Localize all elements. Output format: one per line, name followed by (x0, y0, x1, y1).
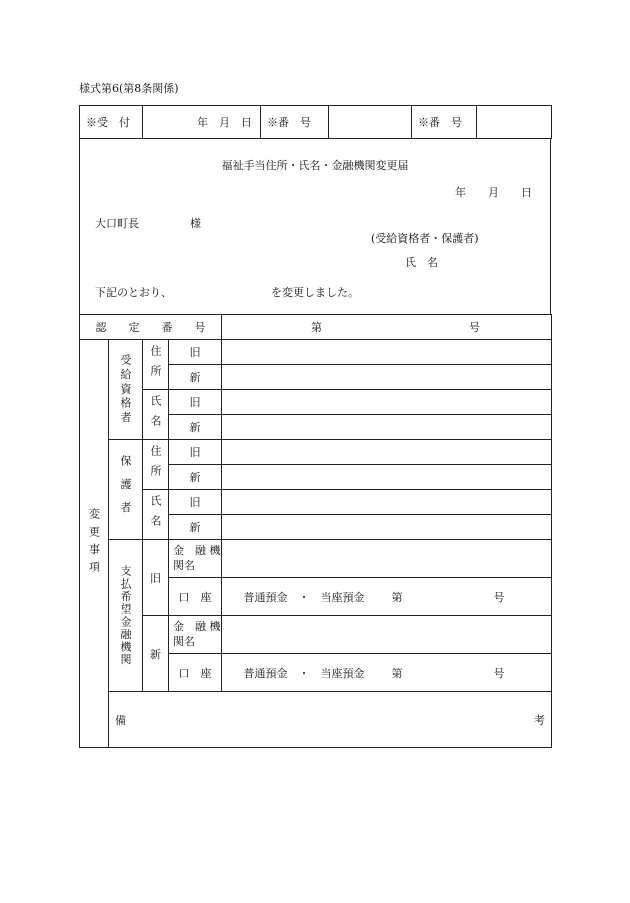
bank-name-label: 金 融 機関名 (169, 540, 222, 578)
beneficiary-old-address-field[interactable] (222, 340, 552, 365)
applicant-name-field[interactable]: 氏 名 (405, 256, 438, 269)
old-label: 旧 (169, 390, 222, 415)
applicant-role: (受給資格者・保護者) (371, 232, 479, 245)
new-label: 新 (169, 465, 222, 490)
account-label: 口 座 (169, 654, 222, 692)
old-label: 旧 (169, 440, 222, 465)
number-field-1[interactable] (329, 106, 412, 139)
number-label-2: ※番 号 (412, 106, 477, 139)
beneficiary-new-address-field[interactable] (222, 365, 552, 390)
new-label: 新 (169, 415, 222, 440)
beneficiary-address-label: 住所 (143, 340, 169, 390)
beneficiary-name-label: 氏名 (143, 390, 169, 440)
new-label: 新 (169, 365, 222, 390)
account-no-prefix: 第 (391, 590, 403, 604)
beneficiary-label: 受給資格者 (109, 340, 143, 440)
account-types: 普通預金 ・ 当座預金 (243, 590, 365, 604)
remarks-label: 備 考 (109, 692, 552, 748)
notice-section (79, 139, 551, 315)
statement-suffix: を変更しました。 (271, 286, 359, 299)
certification-label: 認 定 番 号 (80, 315, 222, 340)
guardian-new-name-field[interactable] (222, 515, 552, 540)
addressee: 大口町長 (95, 217, 139, 230)
cert-no-suffix: 号 (469, 321, 480, 334)
beneficiary-new-name-field[interactable] (222, 415, 552, 440)
number-field-2[interactable] (477, 106, 552, 139)
account-types: 普通預金 ・ 当座預金 (243, 666, 365, 680)
old-bank-name-field[interactable] (222, 540, 552, 578)
received-date-field[interactable]: 年 月 日 (143, 106, 261, 139)
guardian-old-address-field[interactable] (222, 440, 552, 465)
old-label: 旧 (169, 490, 222, 515)
old-label: 旧 (169, 340, 222, 365)
addressee-suffix: 様 (190, 217, 201, 230)
beneficiary-old-name-field[interactable] (222, 390, 552, 415)
received-label: ※受 付 (80, 106, 143, 139)
guardian-new-address-field[interactable] (222, 465, 552, 490)
form-number-title: 様式第6(第8条関係) (79, 82, 179, 95)
certification-number-field[interactable] (222, 315, 552, 340)
guardian-label: 保護者 (109, 440, 143, 540)
new-bank-name-field[interactable] (222, 616, 552, 654)
bank-name-label: 金 融 機関名 (169, 616, 222, 654)
account-label: 口 座 (169, 578, 222, 616)
new-label: 新 (169, 515, 222, 540)
account-no-prefix: 第 (391, 666, 403, 680)
account-no-suffix: 号 (493, 590, 505, 604)
number-label-1: ※番 号 (261, 106, 329, 139)
new-bank-label: 新 (143, 616, 169, 692)
cert-no-prefix: 第 (311, 321, 322, 334)
change-items-label: 変更事項 (80, 340, 109, 748)
new-account-field[interactable] (222, 654, 552, 692)
statement-prefix: 下記のとおり、 (95, 286, 172, 299)
old-bank-label: 旧 (143, 540, 169, 616)
guardian-old-name-field[interactable] (222, 490, 552, 515)
document-title: 福祉手当住所・氏名・金融機関変更届 (221, 159, 409, 172)
payee-bank-label: 支払希望金融機関 (109, 540, 143, 692)
change-details-table (79, 314, 552, 748)
account-no-suffix: 号 (493, 666, 505, 680)
submission-date-field[interactable]: 年 月 日 (455, 186, 532, 199)
guardian-name-label: 氏名 (143, 490, 169, 540)
old-account-field[interactable] (222, 578, 552, 616)
reception-table (79, 105, 552, 139)
guardian-address-label: 住所 (143, 440, 169, 490)
